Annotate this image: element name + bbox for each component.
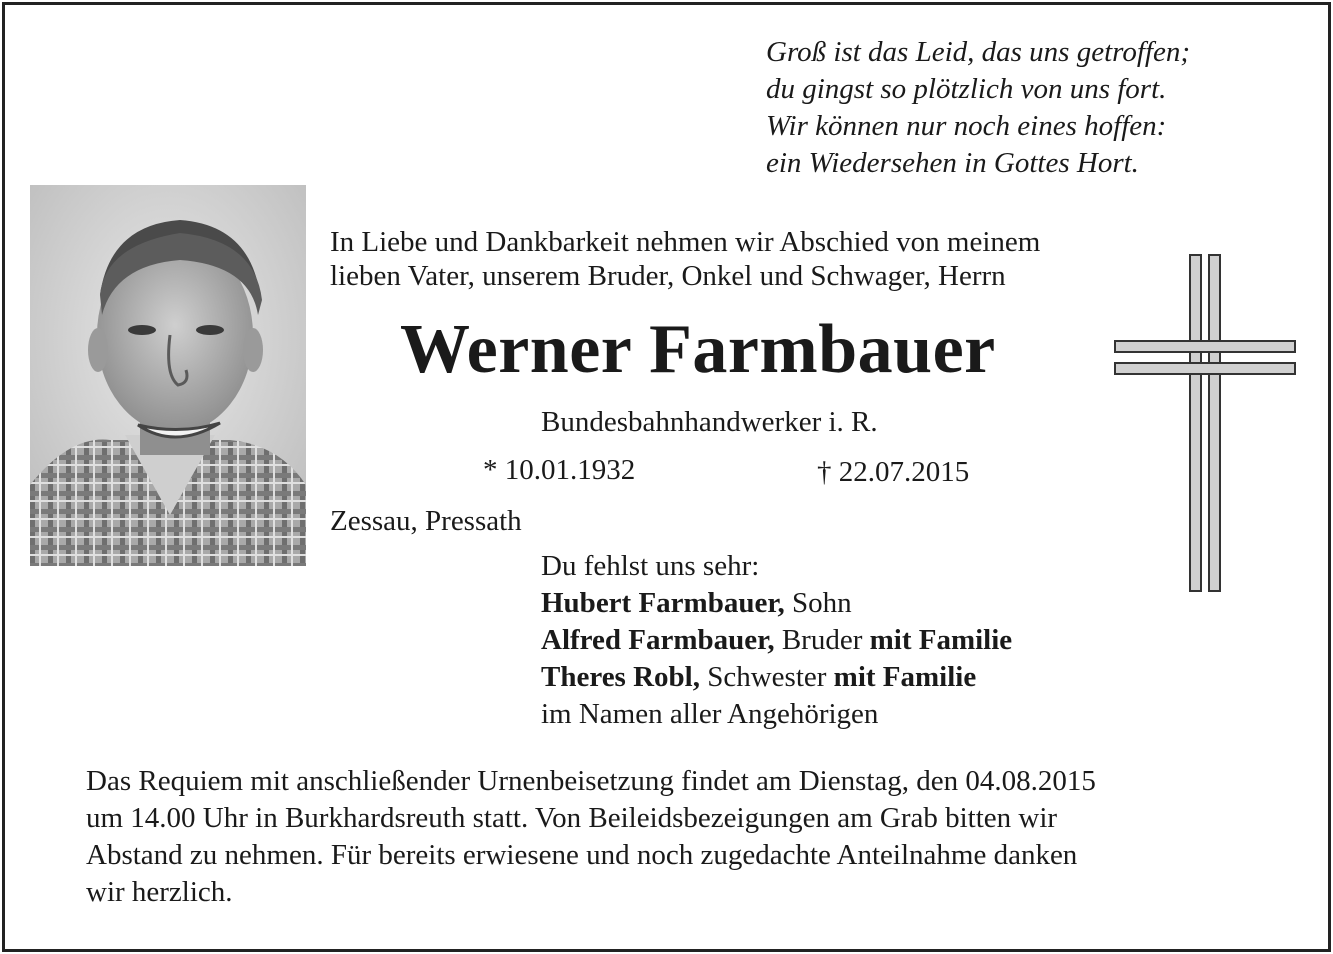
mourner-name: Hubert Farmbauer, bbox=[541, 587, 785, 619]
mourner-name: Alfred Farmbauer, bbox=[541, 624, 775, 656]
intro-text bbox=[330, 225, 1040, 293]
mourner-entry bbox=[541, 659, 1012, 696]
funeral-notice bbox=[86, 763, 1096, 911]
mourner-entry bbox=[541, 622, 1012, 659]
intro-line: In Liebe und Dankbarkeit nehmen wir Abschied von meinem bbox=[330, 226, 1041, 258]
poem-line: Groß ist das Leid, das uns getroffen; bbox=[766, 36, 1190, 68]
notice-line: wir herzlich. bbox=[86, 876, 233, 908]
mourner-suffix: mit Familie bbox=[869, 624, 1013, 656]
mourner-relation: Bruder bbox=[774, 624, 870, 656]
cross-icon bbox=[1112, 253, 1298, 595]
intro-line: lieben Vater, unserem Bruder, Onkel und Schwager, Herrn bbox=[330, 260, 1006, 292]
places: Zessau, Pressath bbox=[330, 505, 522, 537]
notice-line: um 14.00 Uhr in Burkhardsreuth statt. Von Beileidsbezeigungen am Grab bitten wir bbox=[86, 802, 1058, 834]
notice-line: Das Requiem mit anschließender Urnenbeisetzung findet am Dienstag, den 04.08.2015 bbox=[86, 765, 1096, 797]
mourner-suffix: mit Familie bbox=[833, 661, 977, 693]
deceased-name: Werner Farmbauer bbox=[400, 311, 996, 388]
mourner-relation: Sohn bbox=[784, 587, 852, 619]
birth-date: * 10.01.1932 bbox=[483, 454, 636, 486]
poem-line: ein Wiedersehen in Gottes Hort. bbox=[766, 147, 1139, 179]
notice-line: Abstand zu nehmen. Für bereits erwiesene und noch zugedachte Anteilnahme danken bbox=[86, 839, 1078, 871]
mourners-closing: im Namen aller Angehörigen bbox=[541, 698, 879, 730]
mourners-heading: Du fehlst uns sehr: bbox=[541, 550, 760, 582]
mourner-relation: Schwester bbox=[699, 661, 834, 693]
profession: Bundesbahnhandwerker i. R. bbox=[541, 406, 878, 438]
poem-line: du gingst so plötzlich von uns fort. bbox=[766, 73, 1167, 105]
mourner-name: Theres Robl, bbox=[541, 661, 700, 693]
mourner-entry bbox=[541, 585, 1012, 622]
death-date: † 22.07.2015 bbox=[817, 456, 970, 488]
poem-line: Wir können nur noch eines hoffen: bbox=[766, 110, 1167, 142]
mourners-list bbox=[541, 548, 1012, 733]
poem bbox=[766, 34, 1190, 182]
portrait-photo bbox=[30, 185, 306, 566]
